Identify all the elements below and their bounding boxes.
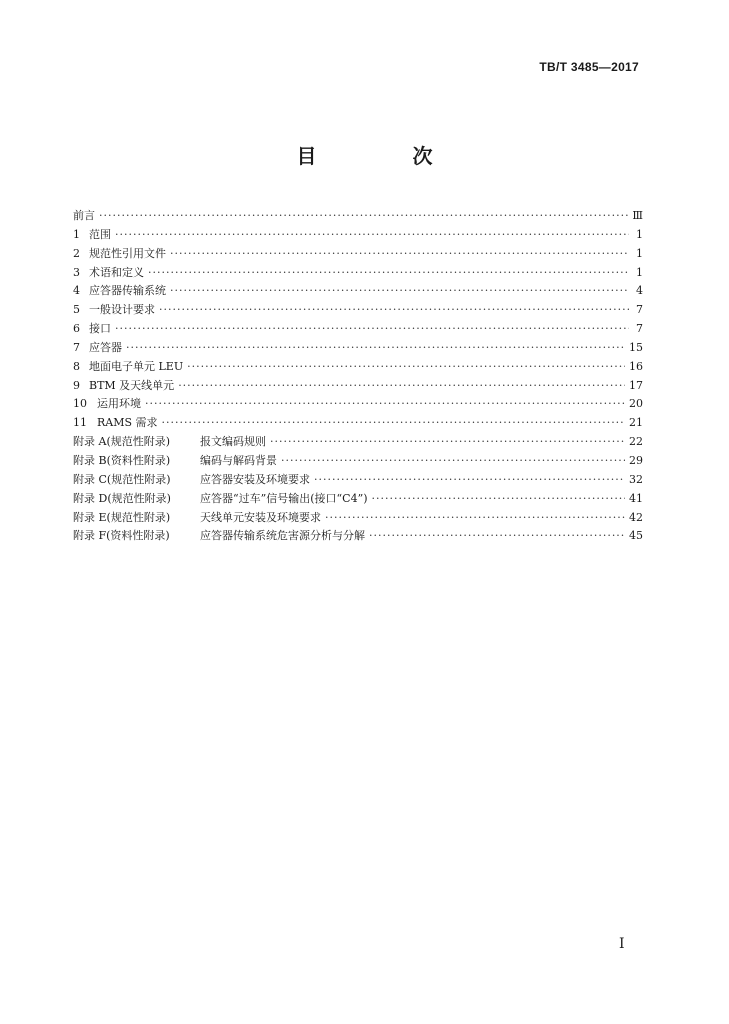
toc-entry-label: RAMS 需求	[97, 416, 158, 430]
toc-annex-entry[interactable]	[73, 509, 643, 528]
toc-entry-number: 1	[73, 227, 80, 241]
toc-entry-label: 应答器传输系统	[89, 284, 166, 298]
toc-entry-page: Ⅲ	[632, 209, 643, 222]
toc-entry-label: 应答器安装及环境要求	[200, 472, 310, 486]
toc-annex-entry[interactable]	[73, 490, 643, 509]
toc-leader-dots	[99, 207, 628, 226]
toc-entry-page: 41	[629, 491, 643, 505]
toc-entry-label: 编码与解码背景	[200, 453, 277, 467]
toc-entry[interactable]	[73, 377, 643, 396]
toc-entry-label: 应答器传输系统危害源分析与分解	[200, 529, 365, 543]
toc-entry-page: 42	[629, 510, 643, 524]
toc-entry[interactable]	[73, 395, 643, 414]
toc-entry-label: 运用环境	[97, 397, 141, 411]
toc-leader-dots	[126, 339, 625, 358]
toc-entry[interactable]	[73, 226, 643, 245]
toc-entry-page: 15	[629, 340, 643, 354]
toc-entry-label: 范围	[89, 227, 111, 241]
toc-entry-page: 7	[636, 322, 643, 336]
toc-annex-entry[interactable]	[73, 433, 643, 452]
toc-entry-page: 1	[636, 227, 643, 241]
toc-entry[interactable]	[73, 264, 643, 283]
toc-entry-page: 4	[636, 284, 643, 298]
toc-annex-id: 附录 F(资料性附录)	[73, 529, 170, 543]
toc-entry-number: 11	[73, 416, 87, 430]
toc-entry-page: 1	[636, 265, 643, 279]
toc-entry-page: 21	[629, 416, 643, 430]
toc-entry[interactable]	[73, 339, 643, 358]
toc-entry-number: 8	[73, 359, 80, 373]
page-folio-number: I	[619, 936, 625, 952]
toc-entry[interactable]	[73, 207, 643, 226]
toc-entry-page: 45	[629, 529, 643, 543]
toc-entry-label: 天线单元安装及环境要求	[200, 510, 321, 524]
toc-leader-dots	[145, 395, 625, 414]
toc-leader-dots	[325, 509, 625, 528]
toc-leader-dots	[170, 282, 629, 301]
toc-annex-id: 附录 E(规范性附录)	[73, 510, 171, 524]
toc-entry-number: 5	[73, 303, 80, 317]
toc-entry-page: 29	[629, 453, 643, 467]
toc-leader-dots	[372, 490, 626, 509]
toc-leader-dots	[187, 358, 625, 377]
page-title: 目 次	[296, 144, 471, 168]
toc-entry[interactable]	[73, 320, 643, 339]
toc-entry-page: 32	[629, 472, 643, 486]
toc-entry-label: 地面电子单元 LEU	[89, 359, 184, 373]
toc-entry-label: 应答器	[89, 340, 122, 354]
toc-leader-dots	[162, 414, 625, 433]
toc-entry-label: BTM 及天线单元	[89, 378, 175, 392]
toc-leader-dots	[148, 264, 629, 283]
toc-entry[interactable]	[73, 282, 643, 301]
toc-entry-page: 7	[636, 303, 643, 317]
toc-annex-entry[interactable]	[73, 527, 643, 546]
toc-entry-number: 10	[73, 397, 87, 411]
toc-leader-dots	[115, 226, 629, 245]
toc-leader-dots	[314, 471, 625, 490]
toc-leader-dots	[178, 377, 625, 396]
toc-entry-page: 17	[629, 378, 643, 392]
toc-entry-page: 1	[636, 246, 643, 260]
toc-entry-number: 3	[73, 265, 80, 279]
toc-annex-entry[interactable]	[73, 452, 643, 471]
toc-annex-id: 附录 D(规范性附录)	[73, 491, 171, 505]
toc-entry-number: 7	[73, 340, 80, 354]
toc-entry[interactable]	[73, 245, 643, 264]
toc-leader-dots	[270, 433, 625, 452]
toc-annex-id: 附录 C(规范性附录)	[73, 472, 171, 486]
toc-entry-number: 2	[73, 246, 80, 260]
toc-annex-entry[interactable]	[73, 471, 643, 490]
toc-entry-label: 一般设计要求	[89, 303, 155, 317]
toc-entry-label: 规范性引用文件	[89, 246, 166, 260]
toc-entry-number: 9	[73, 378, 80, 392]
toc-leader-dots	[369, 527, 625, 546]
toc-leader-dots	[115, 320, 629, 339]
table-of-contents	[73, 207, 643, 546]
toc-entry[interactable]	[73, 414, 643, 433]
toc-entry-label: 前言	[73, 209, 95, 222]
toc-entry-page: 20	[629, 397, 643, 411]
toc-leader-dots	[170, 245, 629, 264]
toc-entry-label: 报文编码规则	[200, 435, 266, 449]
toc-entry-number: 6	[73, 322, 80, 336]
toc-annex-id: 附录 B(资料性附录)	[73, 453, 171, 467]
toc-annex-id: 附录 A(规范性附录)	[73, 435, 171, 449]
toc-leader-dots	[159, 301, 629, 320]
standard-number: TB/T 3485—2017	[539, 60, 639, 74]
toc-entry[interactable]	[73, 358, 643, 377]
toc-entry-page: 22	[629, 435, 643, 449]
toc-leader-dots	[281, 452, 625, 471]
toc-entry-page: 16	[629, 359, 643, 373]
toc-entry-label: 应答器“过车”信号输出(接口“C4”)	[200, 491, 368, 505]
toc-entry-label: 术语和定义	[89, 265, 144, 279]
toc-entry-label: 接口	[89, 322, 111, 336]
toc-entry-number: 4	[73, 284, 80, 298]
toc-entry[interactable]	[73, 301, 643, 320]
